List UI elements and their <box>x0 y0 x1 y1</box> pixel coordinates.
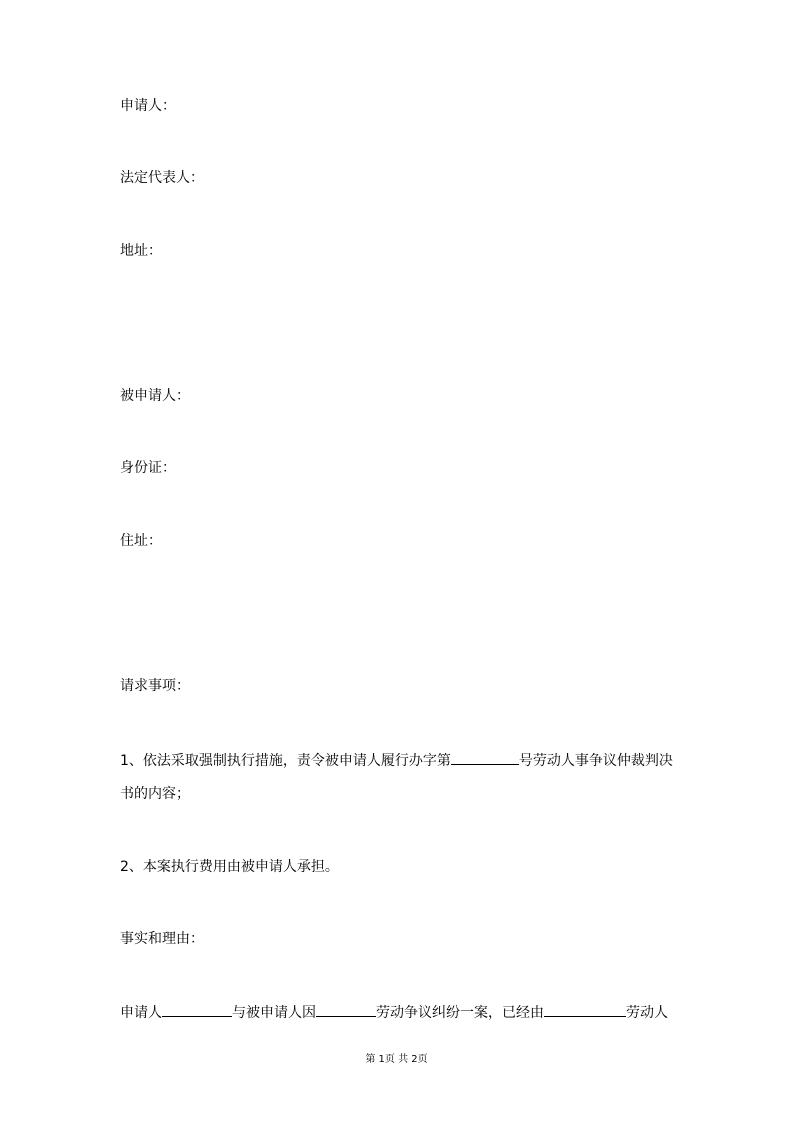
facts-paragraph <box>120 1002 668 1022</box>
facts-heading: 事实和理由： <box>120 931 204 947</box>
dispute-type-blank <box>316 1002 376 1017</box>
residence-label: 住址： <box>120 533 162 549</box>
facts-text-c: 劳动争议纠纷一案，已经由 <box>376 1005 544 1021</box>
request-item-1 <box>120 750 673 770</box>
request-heading: 请求事项： <box>120 678 190 694</box>
request-item-1-text-a: 1、依法采取强制执行措施，责令被申请人履行办字第 <box>120 753 451 769</box>
request-item-1-continued: 书的内容； <box>120 786 190 802</box>
legal-representative-label: 法定代表人： <box>120 170 204 186</box>
respondent-label: 被申请人： <box>120 388 190 404</box>
request-item-2: 2、本案执行费用由被申请人承担。 <box>120 859 339 875</box>
page-footer: 第 1页 共 2页 <box>365 1054 428 1065</box>
case-number-blank <box>451 750 519 765</box>
facts-text-b: 与被申请人因 <box>232 1005 316 1021</box>
applicant-label: 申请人： <box>120 98 176 114</box>
address-label: 地址： <box>120 243 162 259</box>
applicant-name-blank <box>162 1002 232 1017</box>
facts-text-d: 劳动人 <box>626 1005 668 1021</box>
arbitration-body-blank <box>544 1002 626 1017</box>
id-card-label: 身份证： <box>120 460 176 476</box>
request-item-1-text-b: 号劳动人事争议仲裁判决 <box>518 753 673 769</box>
facts-text-a: 申请人 <box>120 1005 162 1021</box>
